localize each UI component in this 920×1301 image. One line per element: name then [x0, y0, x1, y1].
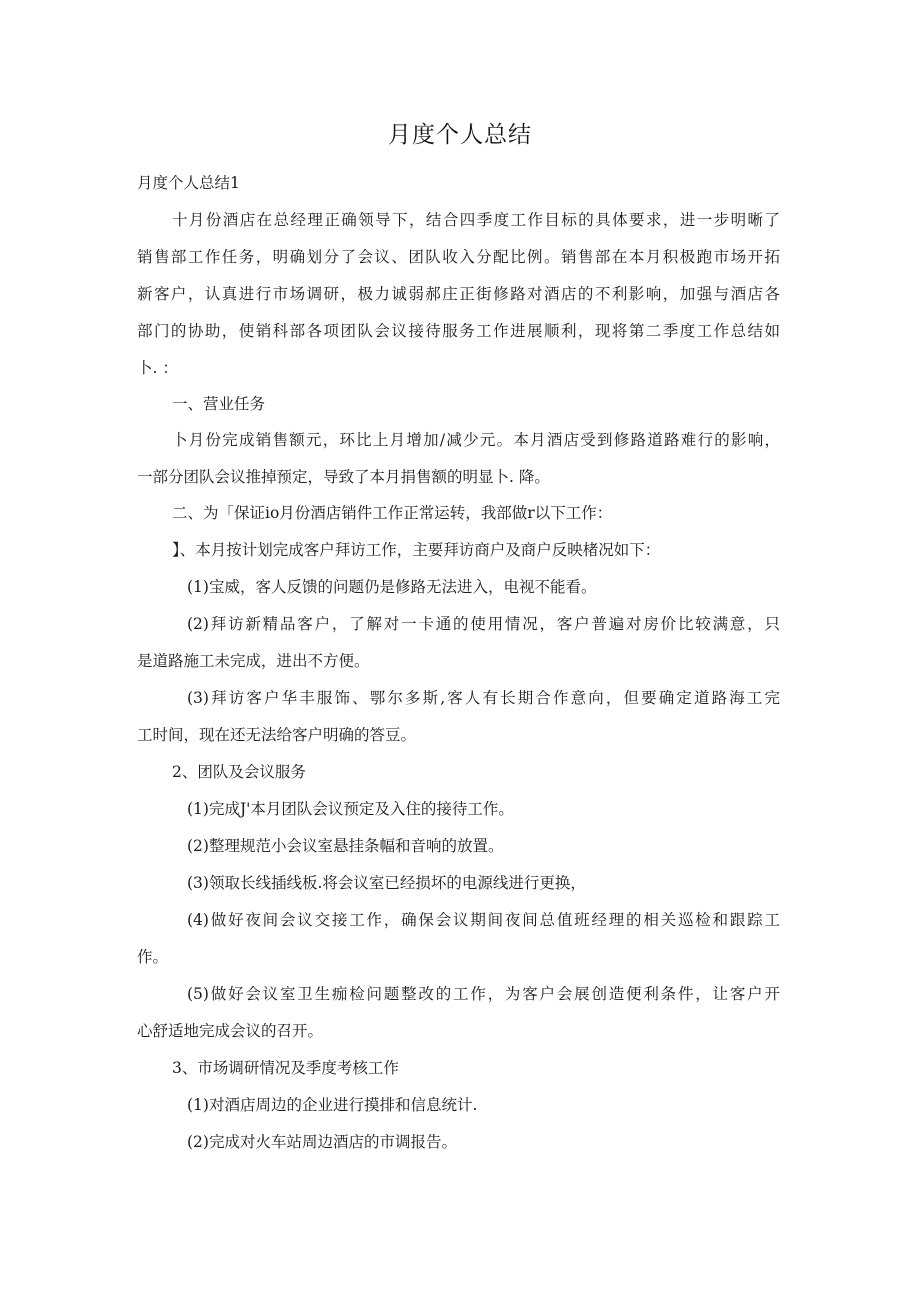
- list-item: 工时间，现在还无法给客户明确的答豆。: [137, 726, 417, 744]
- list-item: (1)完成J'本月团队会议预定及入住的接待工作。: [187, 800, 514, 818]
- list-item: (3)领取长线插线板.将会议室已经损坏的电源线进行更换，: [187, 874, 586, 892]
- section-heading: 一、营业任务: [172, 395, 266, 413]
- item-heading: 】、本月按计划完成客户拜访工作，主要拜访商户及商户反映楮况如下：: [172, 541, 661, 559]
- list-item: (2)整理规范小会议室悬挂条幅和音响的放置。: [187, 837, 504, 855]
- intro-line: 十月份酒店在总经理正确领导下，结合四季度工作目标的具体要求，进一步明晰了: [172, 211, 780, 229]
- list-item: (1)宝威，客人反馈的问题仍是修路无法进入，电视不能看。: [187, 578, 597, 596]
- intro-line: 销售部工作任务，明确划分了会议、团队收入分配比例。销售部在本月积极跑市场开拓: [137, 248, 780, 266]
- list-item: (4)做好夜间会议交接工作，确保会议期间夜间总值班经理的相关巡检和跟踪工: [187, 911, 780, 929]
- subtitle: 月度个人总结1: [137, 174, 240, 192]
- list-item: 心舒适地完成会议的召开。: [137, 1022, 324, 1040]
- item-heading: 2、团队及会议服务: [172, 763, 306, 781]
- list-item: (5)做好会议室卫生痂检问题整改的工作，为客户会展创造便利条件，让客户开: [187, 985, 780, 1003]
- list-item: 作。: [137, 948, 169, 966]
- list-item: (1)对酒店周边的企业进行摸排和信息统计.: [187, 1096, 478, 1114]
- list-item: (2)拜访新精品客户，了解对一卡通的使用情况，客户普遍对房价比较满意，只: [187, 615, 780, 633]
- document-title: 月度个人总结: [388, 122, 532, 148]
- section-body-line: 卜月份完成销售额元，环比上月增加/减少元。本月酒店受到修路道路难行的影响，: [172, 431, 780, 449]
- intro-line: 卜. ：: [137, 359, 178, 377]
- item-heading: 3、市场调研情况及季度考核工作: [172, 1059, 399, 1077]
- intro-line: 部门的协助，使销科部各项团队会议接待服务工作进展顺利，现将第二季度工作总结如: [137, 322, 780, 340]
- list-item: 是道路施工未完成，进出不方便。: [137, 652, 370, 670]
- section-heading: 二、为「保证io月份酒店销件工作正常运转，我部做r以下工作：: [172, 504, 613, 522]
- intro-line: 新客户，认真进行市场调研，极力诚弱郝庄正街修路对酒店的不利影响，加强与酒店各: [137, 285, 780, 303]
- list-item: (3)拜访客户华丰服饰、鄂尔多斯,客人有长期合作意向，但要确定道路海工完: [187, 689, 780, 707]
- section-body-line: 一部分团队会议推掉预定，导致了本月捐售额的明显卜. 降。: [137, 468, 550, 486]
- list-item: (2)完成对火车站周边酒店的市调报告。: [187, 1133, 457, 1151]
